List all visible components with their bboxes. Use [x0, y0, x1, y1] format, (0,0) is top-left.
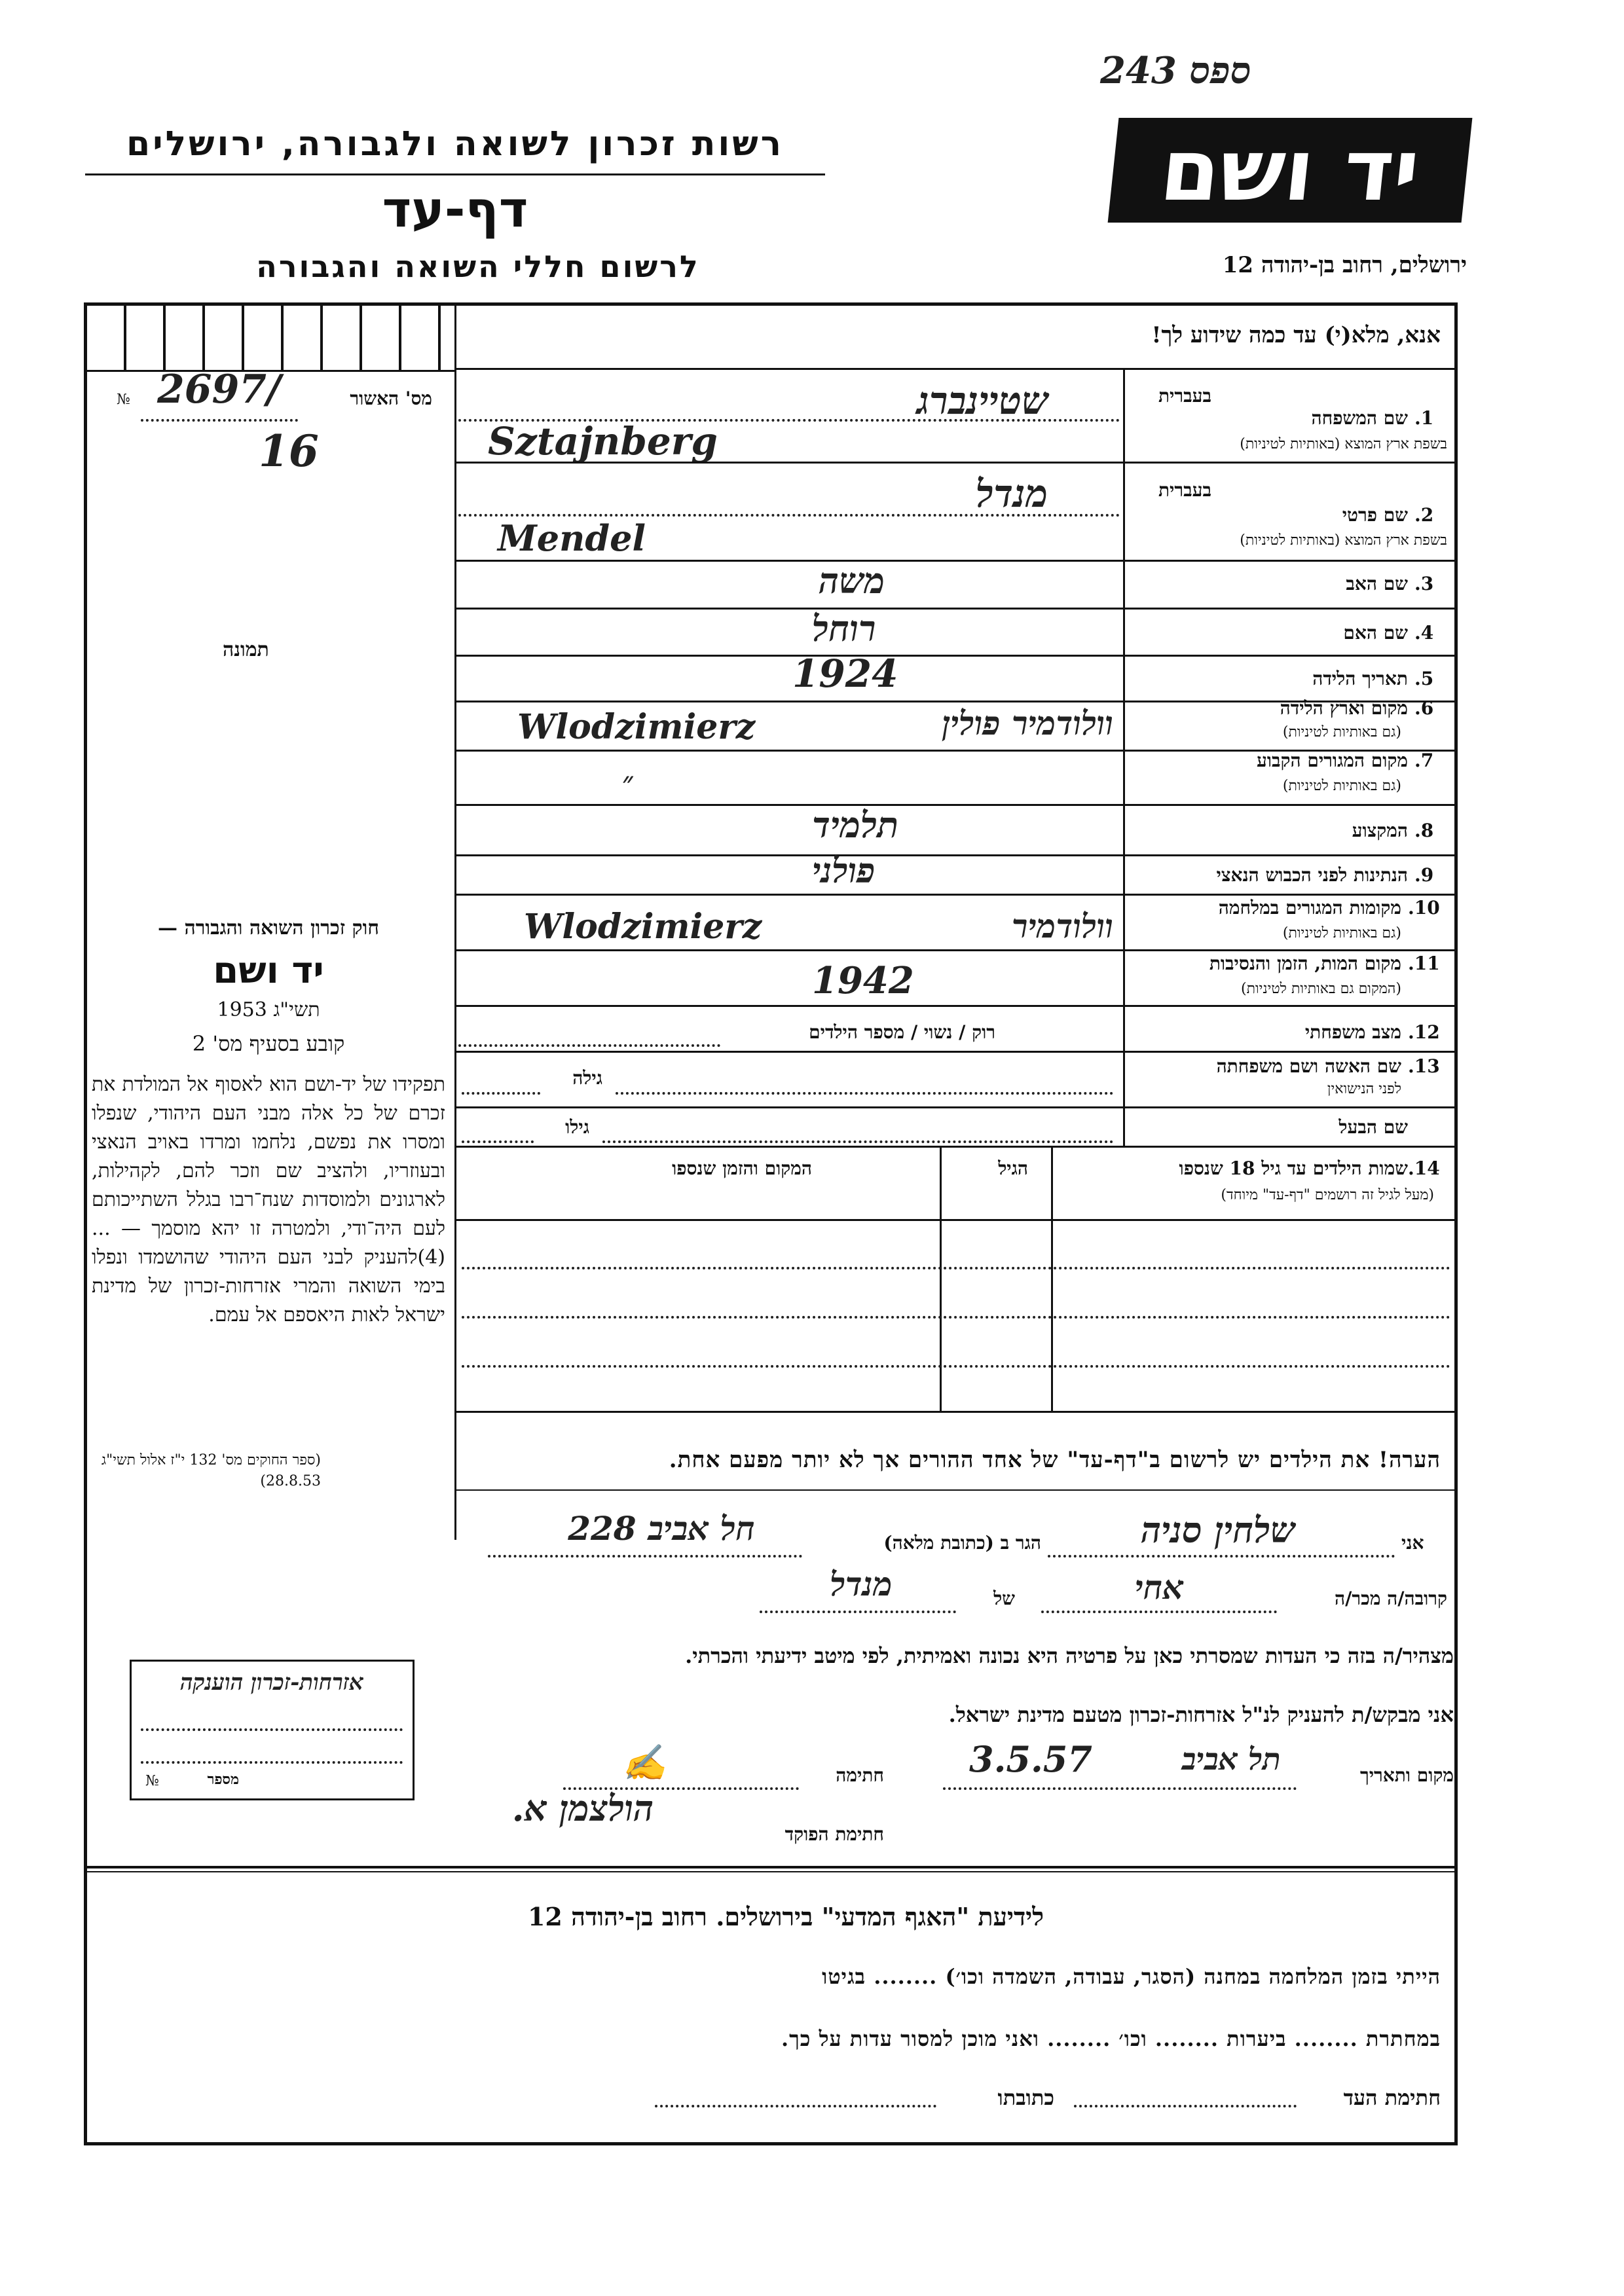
- signature: ✍: [622, 1741, 667, 1783]
- field-husband-rule: [454, 1146, 1454, 1148]
- declarant-relative-label: קרובה/ה מכר/ה: [1335, 1588, 1447, 1609]
- field-5-label: תאריך הלידה: [1312, 668, 1408, 689]
- citizenship-line-2: [141, 1761, 403, 1764]
- field-1-rule: [454, 462, 1454, 464]
- field-husband-age-rule: [462, 1140, 534, 1143]
- official-label: חתימת הפוקד: [784, 1823, 884, 1845]
- remark-rule: [454, 1489, 1454, 1491]
- place-date-rule: [943, 1787, 1297, 1790]
- law-name: יד ושם: [213, 949, 324, 992]
- field-9-rule: [454, 894, 1454, 896]
- field-9-num: 9.: [1414, 864, 1434, 886]
- field-7-label: מקום המגורים הקבוע: [1257, 750, 1408, 771]
- field-8-num: 8.: [1414, 820, 1434, 841]
- instructions-rule: [454, 368, 1454, 370]
- declarant-name-rule: [1048, 1555, 1395, 1558]
- form-title: דף-עד: [382, 180, 528, 238]
- field-8-label: המקצוע: [1352, 820, 1408, 841]
- remark: הערה! את הילדים יש לרשום ב"דף-עד" של אחד ההורים אך לא יותר מפעם אחת.: [669, 1447, 1441, 1473]
- field-9-label: הנתינות לפני הכבוש הנאצי: [1216, 864, 1408, 886]
- field-husband-age-label: גילו: [565, 1116, 589, 1138]
- field-12-label: מצב משפחתי: [1304, 1021, 1401, 1043]
- children-age-header: הגיל: [998, 1157, 1028, 1179]
- field-12-rule-dots: [458, 1044, 720, 1047]
- authority-line: רשות זכרון לשואה ולגבורה, ירושלים: [126, 124, 784, 164]
- declarant-relation[interactable]: אחי: [1134, 1568, 1184, 1607]
- top-strip-ticks: [87, 306, 454, 370]
- declaration-text: מצהיר/ה בזה כי העדות שמסרתי כאן על פרטיה היא נכונה ואמיתית, לפי מיטב ידיעתי והכרתי.: [685, 1643, 1454, 1668]
- law-source: (ספר החוקים מס' 132 י"ז אלול תשי"ג 28.8.53): [101, 1452, 321, 1489]
- field-13-note: לפני הנישואין: [1327, 1081, 1401, 1097]
- declarant-relation-rule: [1041, 1611, 1277, 1613]
- declarant-resides-label: הגר ב (כתובת מלאה): [883, 1532, 1041, 1554]
- field-7-value[interactable]: ״: [622, 766, 633, 799]
- declarant-me-label: אני: [1401, 1532, 1424, 1554]
- field-2-num: 2.: [1414, 504, 1434, 526]
- approval-no-label: №: [117, 392, 130, 408]
- footer-signature-rule: [1074, 2105, 1297, 2107]
- citizenship-no-label: №: [145, 1773, 159, 1789]
- field-5-value[interactable]: 1924: [792, 651, 898, 696]
- request-text: אני מבקש/ת להעניק לנ"ל אזרחות-זכרון מטעם מדינת ישראל.: [948, 1702, 1454, 1727]
- field-11-value[interactable]: 1942: [812, 959, 914, 1002]
- field-13-age-label: גילה: [572, 1067, 602, 1089]
- footer-address-label: כתובתו: [997, 2085, 1054, 2110]
- label-column-divider: [1123, 370, 1125, 1146]
- archive-number: ספס 243: [1100, 49, 1251, 92]
- law-title: חוק זכרון השואה והגבורה —: [158, 917, 379, 939]
- children-num: 14.: [1408, 1157, 1440, 1179]
- citizenship-title: אזרחות-זכרון הוענקה: [180, 1669, 363, 1696]
- field-10-note: (גם באותיות לטיניות): [1282, 925, 1401, 941]
- children-col-1: [1051, 1146, 1053, 1411]
- field-10-label: מקומות המגורים במלחמה: [1218, 897, 1401, 919]
- law-text: תפקידו של יד-ושם הוא לאסוף אל המולדת את זכרם של כל אלה מבני העם היהודי, שנפלו ומסרו את נפשם, נלחמו ומרדו באויב הנאצי ובעוזריו, ולהציב שם וזכר להם, לקהילות, לארגונים ולמוסדות שנח־רבו בגלל השתייכותם לעם היה־ודי, ולמטרה זו יהא מוסמך — ...(4)להעניק לבני העם היהודי שהושמדו ונפלו בימי השואה והמרי אזרחות-זכרון של מדינת ישראל לאות היאספם אל עמם.: [92, 1073, 445, 1326]
- children-row-2: [462, 1316, 1450, 1319]
- law-year: תשי"ג 1953: [217, 998, 320, 1021]
- place-date-label: מקום ותאריך: [1359, 1764, 1454, 1786]
- field-3-label: שם האב: [1346, 573, 1408, 594]
- field-13-num: 13.: [1408, 1055, 1440, 1077]
- declarant-of-rule: [760, 1611, 956, 1613]
- photo-label: תמונה: [223, 638, 269, 661]
- footer-address-rule: [655, 2105, 936, 2107]
- field-9-value[interactable]: פולני: [812, 851, 876, 891]
- footer-signature-label: חתימת העד: [1343, 2085, 1441, 2110]
- field-10-rule: [454, 949, 1454, 951]
- field-12-rule: [454, 1051, 1454, 1053]
- field-4-rule: [454, 655, 1454, 657]
- left-column-divider: [454, 306, 456, 1540]
- field-3-num: 3.: [1414, 573, 1434, 594]
- field-12-num: 12.: [1408, 1021, 1440, 1043]
- field-12-options: רוק / נשוי / מספר הילדים: [809, 1021, 995, 1043]
- children-note: (מעל לגיל זה רושמים "דף-עד" מיוחד): [1221, 1187, 1434, 1203]
- children-row-1: [462, 1267, 1450, 1269]
- declarant-address-rule: [488, 1555, 802, 1558]
- field-3-rule: [454, 608, 1454, 610]
- field-6-label: מקום וארץ הלידה: [1280, 697, 1408, 719]
- field-3-value[interactable]: משה: [819, 560, 885, 602]
- children-place-header: המקום והזמן שנספו: [672, 1157, 812, 1179]
- children-label: שמות הילדים עד גיל 18 שנספו: [1179, 1157, 1408, 1179]
- citizenship-line-1: [141, 1728, 403, 1731]
- field-2-note: בשפת ארץ המוצא (באותיות לטיניות): [1240, 532, 1447, 549]
- field-8-rule: [454, 854, 1454, 856]
- field-13-rule: [454, 1106, 1454, 1108]
- field-2-rule: [454, 560, 1454, 562]
- official-stamp: הולצמן א.: [511, 1787, 654, 1829]
- declarant-address[interactable]: חל אביב 228: [568, 1509, 755, 1548]
- field-1-sub: בעברית: [1158, 385, 1211, 407]
- declarant-place[interactable]: תל אביב: [1181, 1741, 1281, 1777]
- instructions: אנא, מלא(י) עד כמה שידוע לך!: [1151, 322, 1441, 348]
- field-10-value-he[interactable]: וולודמיר: [1012, 907, 1113, 945]
- field-5-num: 5.: [1414, 668, 1434, 689]
- field-11-label: מקום המות, הזמן והנסיבות: [1209, 953, 1401, 974]
- field-2-value-he[interactable]: מנדל: [976, 471, 1048, 516]
- signature-label: חתימה: [836, 1764, 884, 1786]
- field-13-label: שם האשה ושם משפחתה: [1216, 1055, 1401, 1077]
- declarant-name[interactable]: שלחין סניה: [1141, 1509, 1295, 1551]
- bottom-section-rule-2: [87, 1871, 1454, 1872]
- declarant-of-name[interactable]: מנדל: [830, 1565, 893, 1603]
- field-1-value-he[interactable]: שטיינברג: [917, 378, 1048, 423]
- children-bottom-rule: [454, 1411, 1454, 1413]
- field-1-value-latin[interactable]: Sztajnberg: [488, 419, 718, 464]
- approval-label: מס' האשור: [350, 388, 432, 409]
- header-rule: [85, 173, 825, 175]
- citizenship-number-label: מספר: [207, 1771, 239, 1788]
- field-6-value-he[interactable]: וולודמיר פולין: [942, 704, 1113, 742]
- field-1-num: 1.: [1414, 407, 1434, 429]
- declarant-date[interactable]: 3.5.57: [969, 1738, 1092, 1780]
- field-7-num: 7.: [1414, 750, 1434, 771]
- field-2-label: שם פרטי: [1342, 504, 1408, 526]
- field-13-age-rule: [462, 1092, 540, 1095]
- logo-text: יד ושם: [1156, 120, 1424, 220]
- field-6-value-latin[interactable]: Wlodzimierz: [517, 707, 756, 747]
- declarant-of-label: של: [993, 1588, 1015, 1609]
- field-7-rule: [454, 804, 1454, 806]
- field-6-num: 6.: [1414, 697, 1434, 719]
- field-1-label: שם המשפחה: [1311, 407, 1408, 429]
- bottom-section-rule: [87, 1866, 1454, 1868]
- address: ירושלים, רחוב בן-יהודה 12: [1222, 252, 1467, 278]
- field-8-value[interactable]: תלמיד: [812, 804, 899, 846]
- footer-line-2: במחתרת ........ ביערות ........ וכו׳ ........ ואני מוכן למסור עדות על כך.: [781, 2026, 1441, 2051]
- approval-number[interactable]: 2697/: [157, 367, 281, 412]
- children-row-3: [462, 1365, 1450, 1368]
- yad-vashem-logo: [1108, 118, 1473, 223]
- field-4-num: 4.: [1414, 622, 1434, 644]
- approval-underline: [141, 419, 298, 422]
- field-2-rule-he: [458, 514, 1120, 517]
- footer-title: לידיעת "האגף המדעי" בירושלים. רחוב בן-יהודה 12: [527, 1902, 1044, 1931]
- field-2-value-latin[interactable]: Mendel: [498, 517, 646, 559]
- field-7-note: (גם באותיות לטיניות): [1282, 778, 1401, 794]
- field-husband-label: שם הבעל: [1338, 1116, 1408, 1138]
- field-2-sub: בעברית: [1158, 479, 1211, 501]
- children-col-2: [940, 1146, 942, 1411]
- field-husband-name-rule: [602, 1140, 1113, 1143]
- field-11-rule: [454, 1005, 1454, 1007]
- approval-suffix: 16: [259, 426, 319, 477]
- field-1-note: בשפת ארץ המוצא (באותיות לטיניות): [1240, 436, 1447, 452]
- field-13-name-rule: [616, 1092, 1113, 1095]
- field-11-num: 11.: [1408, 953, 1440, 974]
- field-4-label: שם האם: [1343, 622, 1408, 644]
- field-10-value-latin[interactable]: Wlodzimierz: [524, 907, 762, 947]
- law-clause: קובע בסעיף מס' 2: [192, 1031, 345, 1056]
- footer-line-1: הייתי בזמן המלחמה במחנה (הסגר, עבודה, השמדה וכו׳) ........ בגיטו: [822, 1964, 1441, 1989]
- field-4-value[interactable]: רוחל: [812, 608, 876, 649]
- form-subtitle: לרשום חללי השואה והגבורה: [256, 249, 700, 284]
- field-10-num: 10.: [1408, 897, 1440, 919]
- children-header-rule: [454, 1219, 1454, 1221]
- field-11-note: (המקום גם באותיות לטיניות): [1241, 981, 1401, 997]
- field-6-note: (גם באותיות לטיניות): [1282, 724, 1401, 740]
